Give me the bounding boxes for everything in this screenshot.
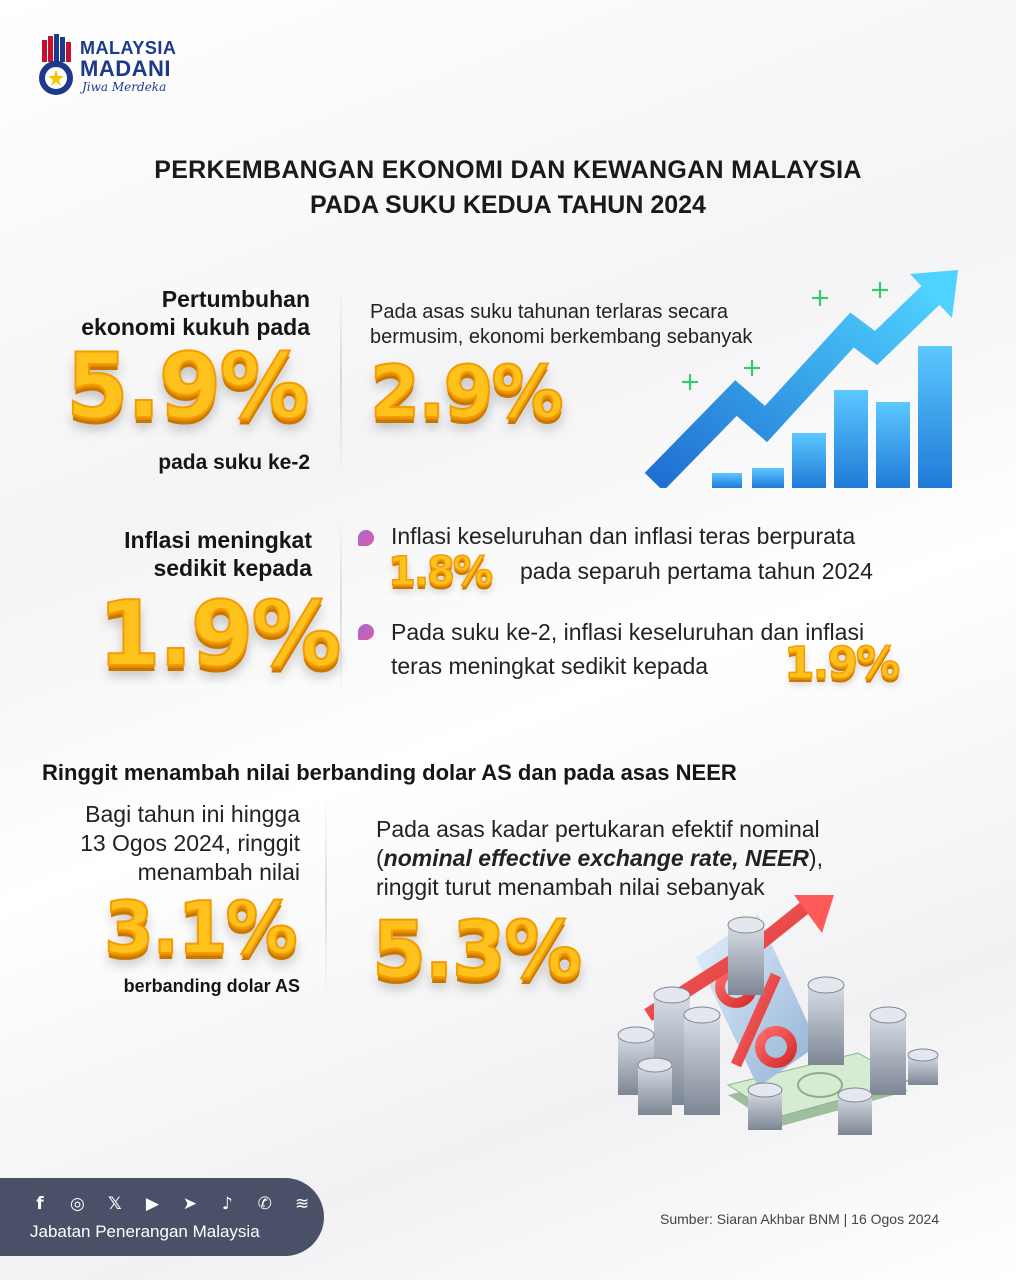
page-title-line1: PERKEMBANGAN EKONOMI DAN KEWANGAN MALAYSIA bbox=[154, 156, 862, 184]
inflation-point1-line2: pada separuh pertama tahun 2024 bbox=[520, 558, 873, 584]
facebook-icon[interactable]: f bbox=[36, 1194, 44, 1214]
youtube-icon[interactable]: ▶ bbox=[145, 1194, 159, 1214]
social-icons bbox=[28, 1192, 323, 1216]
logo-tagline: Jiwa Merdeka bbox=[82, 80, 167, 94]
neer-term: nominal effective exchange rate, NEER bbox=[383, 844, 809, 871]
tiktok-icon[interactable]: ♪ bbox=[221, 1194, 233, 1214]
ringgit-heading: Ringgit menambah nilai berbanding dolar AS dan pada asas NEER bbox=[42, 760, 737, 785]
growth-sub: pada suku ke-2 bbox=[158, 451, 310, 474]
inflation-heading-line2: sedikit kepada bbox=[153, 554, 312, 581]
logo-line1: MALAYSIA bbox=[80, 38, 177, 58]
ringgit-right-line2 bbox=[376, 844, 823, 873]
inflation-value: 1.9% bbox=[98, 582, 340, 687]
ringgit-left-line3: menambah nilai bbox=[137, 858, 300, 885]
bullet-icon bbox=[358, 530, 374, 546]
bullet-icon bbox=[358, 624, 374, 640]
ringgit-right-value: 5.3% bbox=[372, 906, 581, 996]
ringgit-left-sub: berbanding dolar AS bbox=[123, 976, 300, 996]
page-title-line2: PADA SUKU KEDUA TAHUN 2024 bbox=[310, 191, 706, 219]
logo bbox=[36, 34, 196, 98]
telegram-icon[interactable]: ➤ bbox=[182, 1194, 197, 1214]
inflation-heading-line1: Inflasi meningkat bbox=[124, 527, 312, 553]
footer-bar bbox=[0, 1178, 324, 1256]
growth-heading-line1: Pertumbuhan bbox=[161, 286, 310, 312]
ringgit-left-text bbox=[20, 800, 300, 886]
inflation-point2-value: 1.9% bbox=[784, 638, 899, 689]
instagram-icon[interactable]: ◎ bbox=[70, 1194, 85, 1214]
footer-org: Jabatan Penerangan Malaysia bbox=[30, 1222, 260, 1241]
inflation-point2-line2: teras meningkat sedikit kepada bbox=[391, 653, 709, 679]
growth-detail-value: 2.9% bbox=[370, 350, 562, 434]
x-icon[interactable]: 𝕏 bbox=[108, 1194, 122, 1214]
coins-percent-icon bbox=[608, 895, 948, 1155]
ringgit-left-line2: 13 Ogos 2024, ringgit bbox=[80, 829, 300, 856]
inflation-heading bbox=[20, 527, 312, 582]
growth-heading bbox=[20, 286, 310, 341]
whatsapp-icon[interactable]: ✆ bbox=[257, 1194, 272, 1214]
growth-divider bbox=[340, 285, 342, 475]
growth-chart-icon bbox=[640, 268, 960, 488]
growth-heading-line2: ekonomi kukuh pada bbox=[81, 313, 310, 340]
ringgit-divider bbox=[325, 790, 327, 1000]
inflation-divider bbox=[340, 520, 342, 700]
paren-open: ( bbox=[376, 844, 384, 871]
spotify-icon[interactable]: ≋ bbox=[295, 1194, 310, 1214]
growth-value: 5.9% bbox=[66, 334, 308, 439]
ringgit-right-line1: Pada asas kadar pertukaran efektif nominal bbox=[376, 816, 820, 842]
page-title bbox=[0, 156, 1016, 220]
ringgit-left-value: 3.1% bbox=[104, 886, 296, 970]
growth-detail-line1: Pada asas suku tahunan terlaras secara bbox=[370, 301, 728, 323]
ringgit-right-line3: ringgit turut menambah nilai sebanyak bbox=[376, 873, 765, 900]
paren-close: ), bbox=[808, 844, 823, 871]
logo-line2: MADANI bbox=[80, 56, 171, 81]
inflation-point2-line1: Pada suku ke-2, inflasi keseluruhan dan inflasi bbox=[391, 619, 865, 645]
footer-source: Sumber: Siaran Akhbar BNM | 16 Ogos 2024 bbox=[660, 1211, 940, 1227]
growth-detail-line2: bermusim, ekonomi berkembang sebanyak bbox=[370, 326, 753, 348]
ringgit-left-line1: Bagi tahun ini hingga bbox=[85, 801, 300, 827]
ringgit-right-text bbox=[376, 815, 823, 901]
inflation-point1-value: 1.8% bbox=[388, 549, 491, 595]
inflation-point1-line1: Inflasi keseluruhan dan inflasi teras berpurata bbox=[391, 523, 856, 549]
malaysia-madani-emblem-icon bbox=[36, 34, 76, 96]
